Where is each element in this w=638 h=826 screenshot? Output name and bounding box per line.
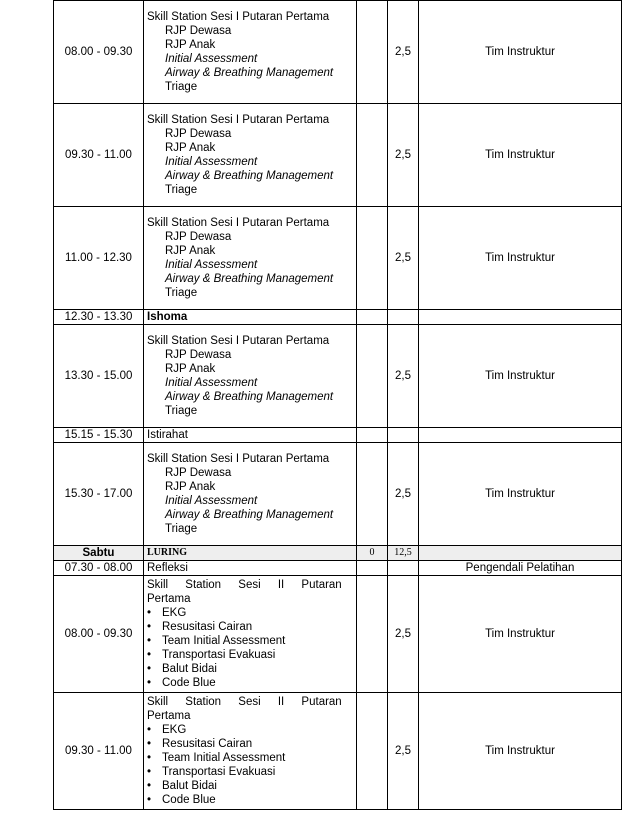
day-col4: 12,5 — [388, 546, 419, 561]
topic-label: RJP Anak — [165, 245, 216, 257]
person-cell — [419, 310, 622, 325]
session-row — [54, 104, 622, 207]
topic-label: Initial Assessment — [165, 53, 258, 65]
break-row — [54, 310, 622, 325]
topic-label: Triage — [165, 287, 198, 299]
topic-item — [147, 52, 353, 66]
activity-title: Skill Station Sesi I Putaran Pertama — [147, 217, 330, 229]
activity-cell — [144, 310, 357, 325]
topic-list — [147, 230, 353, 300]
activity-cell — [144, 325, 357, 428]
activity-cell — [144, 576, 357, 693]
col3-cell — [357, 310, 388, 325]
topic-label: Initial Assessment — [165, 377, 258, 389]
topic-label: RJP Anak — [165, 142, 216, 154]
time-cell: 09.30 - 11.00 — [54, 693, 144, 810]
activity-cell — [144, 693, 357, 810]
topic-item — [147, 230, 353, 244]
person-cell: Tim Instruktur — [419, 576, 622, 693]
bullet-checkbox-icon: • — [147, 621, 152, 633]
topic-list — [147, 466, 353, 536]
topic-label: RJP Dewasa — [165, 25, 232, 37]
col3-cell — [357, 104, 388, 207]
topic-label: Airway & Breathing Management — [165, 391, 334, 403]
topic-item — [147, 66, 353, 80]
person-cell: Tim Instruktur — [419, 104, 622, 207]
topic-item — [147, 508, 353, 522]
topic-label: RJP Dewasa — [165, 467, 232, 479]
person-cell: Pengendali Pelatihan — [419, 561, 622, 576]
time-cell: 07.30 - 08.00 — [54, 561, 144, 576]
topic-item — [147, 38, 353, 52]
hours-cell: 2,5 — [388, 576, 419, 693]
bullet-checkbox-icon: • — [147, 649, 152, 661]
topic-label: Code Blue — [162, 677, 216, 689]
topic-label: Resusitasi Cairan — [162, 738, 253, 750]
topic-label: Airway & Breathing Management — [165, 67, 334, 79]
bullet-checkbox-icon: • — [147, 738, 152, 750]
topic-item — [147, 723, 353, 737]
session-row — [54, 1, 622, 104]
time-cell: 13.30 - 15.00 — [54, 325, 144, 428]
topic-label: Initial Assessment — [165, 156, 258, 168]
refleksi-row — [54, 561, 622, 576]
hours-cell — [388, 428, 419, 443]
hours-cell: 2,5 — [388, 1, 419, 104]
bullet-checkbox-icon: • — [147, 766, 152, 778]
bullet-checkbox-icon: • — [147, 794, 152, 806]
topic-item — [147, 793, 353, 807]
activity-cell — [144, 428, 357, 443]
session-row — [54, 443, 622, 546]
topic-item — [147, 127, 353, 141]
time-cell: 11.00 - 12.30 — [54, 207, 144, 310]
session-row — [54, 207, 622, 310]
topic-item — [147, 466, 353, 480]
topic-item — [147, 155, 353, 169]
activity-title: Skill Station Sesi II Putaran — [147, 579, 342, 591]
activity-cell — [144, 207, 357, 310]
topic-item — [147, 141, 353, 155]
topic-item — [147, 348, 353, 362]
activity-title: Istirahat — [147, 429, 188, 441]
topic-item — [147, 390, 353, 404]
bullet-checkbox-icon: • — [147, 677, 152, 689]
activity-title: Skill Station Sesi I Putaran Pertama — [147, 11, 330, 23]
schedule-body — [54, 1, 622, 810]
topic-item — [147, 376, 353, 390]
topic-item — [147, 286, 353, 300]
topic-label: Balut Bidai — [162, 663, 217, 675]
activity-cell — [144, 1, 357, 104]
activity-title: Skill Station Sesi I Putaran Pertama — [147, 453, 330, 465]
time-cell: 09.30 - 11.00 — [54, 104, 144, 207]
schedule-table — [53, 0, 622, 810]
topic-item — [147, 522, 353, 536]
mode-label: LURING — [144, 546, 357, 561]
day-row — [54, 546, 622, 561]
hours-cell — [388, 561, 419, 576]
topic-item — [147, 634, 353, 648]
time-cell: 15.30 - 17.00 — [54, 443, 144, 546]
bullet-checkbox-icon: • — [147, 752, 152, 764]
time-cell: 08.00 - 09.30 — [54, 1, 144, 104]
topic-item — [147, 737, 353, 751]
topic-list — [147, 127, 353, 197]
col3-cell — [357, 576, 388, 693]
session-row — [54, 693, 622, 810]
topic-label: Team Initial Assessment — [162, 752, 286, 764]
activity-cell — [144, 443, 357, 546]
bullet-checkbox-icon: • — [147, 607, 152, 619]
topic-item — [147, 272, 353, 286]
topic-label: Airway & Breathing Management — [165, 170, 334, 182]
activity-title-cont: Pertama — [147, 710, 191, 722]
hours-cell — [388, 310, 419, 325]
person-cell: Tim Instruktur — [419, 207, 622, 310]
activity-cell: Refleksi — [144, 561, 357, 576]
topic-label: Initial Assessment — [165, 259, 258, 271]
hours-cell: 2,5 — [388, 104, 419, 207]
bullet-checkbox-icon: • — [147, 663, 152, 675]
topic-item — [147, 169, 353, 183]
topic-item — [147, 24, 353, 38]
col3-cell — [357, 561, 388, 576]
col3-cell — [357, 1, 388, 104]
time-cell: 15.15 - 15.30 — [54, 428, 144, 443]
topic-label: Code Blue — [162, 794, 216, 806]
topic-label: RJP Dewasa — [165, 231, 232, 243]
day-label: Sabtu — [54, 546, 144, 561]
topic-item — [147, 362, 353, 376]
topic-list — [147, 723, 353, 807]
topic-list — [147, 606, 353, 690]
hours-cell: 2,5 — [388, 693, 419, 810]
topic-item — [147, 751, 353, 765]
topic-item — [147, 183, 353, 197]
day-col5 — [419, 546, 622, 561]
person-cell: Tim Instruktur — [419, 443, 622, 546]
day-col3: 0 — [357, 546, 388, 561]
topic-label: Initial Assessment — [165, 495, 258, 507]
topic-item — [147, 244, 353, 258]
topic-label: RJP Anak — [165, 39, 216, 51]
col3-cell — [357, 693, 388, 810]
topic-label: RJP Dewasa — [165, 349, 232, 361]
topic-list — [147, 348, 353, 418]
topic-label: RJP Dewasa — [165, 128, 232, 140]
time-cell: 12.30 - 13.30 — [54, 310, 144, 325]
activity-title: Skill Station Sesi I Putaran Pertama — [147, 114, 330, 126]
topic-item — [147, 676, 353, 690]
person-cell: Tim Instruktur — [419, 693, 622, 810]
topic-label: Transportasi Evakuasi — [162, 766, 276, 778]
topic-item — [147, 404, 353, 418]
col3-cell — [357, 443, 388, 546]
topic-label: Triage — [165, 523, 198, 535]
topic-label: RJP Anak — [165, 363, 216, 375]
activity-title-cont: Pertama — [147, 593, 191, 605]
topic-item — [147, 258, 353, 272]
topic-item — [147, 620, 353, 634]
activity-title: Skill Station Sesi II Putaran — [147, 696, 342, 708]
topic-label: Triage — [165, 405, 198, 417]
hours-cell: 2,5 — [388, 443, 419, 546]
topic-label: Airway & Breathing Management — [165, 509, 334, 521]
person-cell: Tim Instruktur — [419, 325, 622, 428]
topic-item — [147, 648, 353, 662]
topic-label: Triage — [165, 184, 198, 196]
activity-cell — [144, 104, 357, 207]
topic-label: Resusitasi Cairan — [162, 621, 253, 633]
topic-item — [147, 606, 353, 620]
activity-title: Skill Station Sesi I Putaran Pertama — [147, 335, 330, 347]
topic-item — [147, 779, 353, 793]
bullet-checkbox-icon: • — [147, 724, 152, 736]
topic-item — [147, 494, 353, 508]
hours-cell: 2,5 — [388, 207, 419, 310]
session-row — [54, 576, 622, 693]
topic-item — [147, 80, 353, 94]
session-row — [54, 325, 622, 428]
topic-item — [147, 662, 353, 676]
topic-label: Airway & Breathing Management — [165, 273, 334, 285]
topic-label: RJP Anak — [165, 481, 216, 493]
topic-label: Triage — [165, 81, 198, 93]
bullet-checkbox-icon: • — [147, 780, 152, 792]
topic-label: EKG — [162, 607, 187, 619]
topic-item — [147, 765, 353, 779]
col3-cell — [357, 207, 388, 310]
time-cell: 08.00 - 09.30 — [54, 576, 144, 693]
topic-label: Team Initial Assessment — [162, 635, 286, 647]
bullet-checkbox-icon: • — [147, 635, 152, 647]
person-cell: Tim Instruktur — [419, 1, 622, 104]
topic-item — [147, 480, 353, 494]
break-row — [54, 428, 622, 443]
col3-cell — [357, 325, 388, 428]
hours-cell: 2,5 — [388, 325, 419, 428]
col3-cell — [357, 428, 388, 443]
topic-label: EKG — [162, 724, 187, 736]
person-cell — [419, 428, 622, 443]
topic-list — [147, 24, 353, 94]
topic-label: Balut Bidai — [162, 780, 217, 792]
topic-label: Transportasi Evakuasi — [162, 649, 276, 661]
activity-title: Ishoma — [147, 311, 188, 323]
